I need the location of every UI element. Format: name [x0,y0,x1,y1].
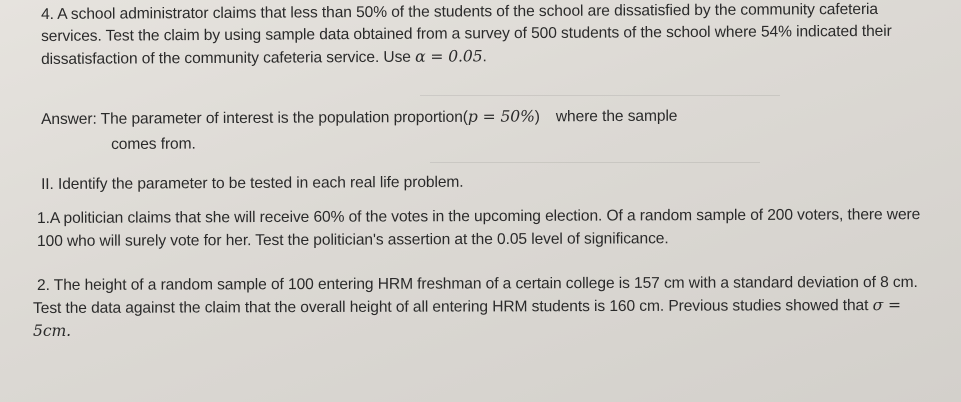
question4-line2: services. Test the claim by using sample data obtained from a survey of 500 students of the school where 54% indicated their [41,22,892,45]
question4-line3 [41,47,487,69]
problem2-line2 [33,296,901,318]
population-proportion-value: p = 50% [467,107,535,126]
faint-rule [430,162,760,163]
problem2-line2-text: Test the data against the claim that the overall height of all entering HRM students is 160 cm. Previous studies showed that [33,297,873,317]
answer-line1 [41,107,677,129]
problem1-line1: 1.A politician claims that she will receive 60% of the votes in the upcoming election. Of a random sample of 200 voters, there were [37,206,921,227]
section2-heading: II. Identify the parameter to be tested in each real life problem. [41,173,464,193]
answer-text-b: ) [534,108,540,126]
problem2-line1: 2. The height of a random sample of 100 entering HRM freshman of a certain college is 157 cm with a standard deviation of 8 cm. [37,273,918,294]
question4-line3-text: dissatisfaction of the community cafeteria service. Use [41,48,416,68]
faint-rule [420,95,780,96]
answer-text-a: Answer: The parameter of interest is the population proportion( [41,108,468,128]
sigma-label: σ = [872,295,901,315]
question4-line3-end: . [482,48,487,66]
answer-text-c: where the sample [555,107,678,126]
answer-line2: comes from. [111,135,196,153]
problem1-line2: 100 who will surely vote for her. Test the politician's assertion at the 0.05 level of significance. [37,230,669,250]
problem2-line3: 5cm. [33,322,71,340]
alpha-value: α = 0.05 [415,47,483,66]
question4-line1: 4. A school administrator claims that less than 50% of the students of the school are dissatisfied by the community cafeteria [41,0,879,23]
